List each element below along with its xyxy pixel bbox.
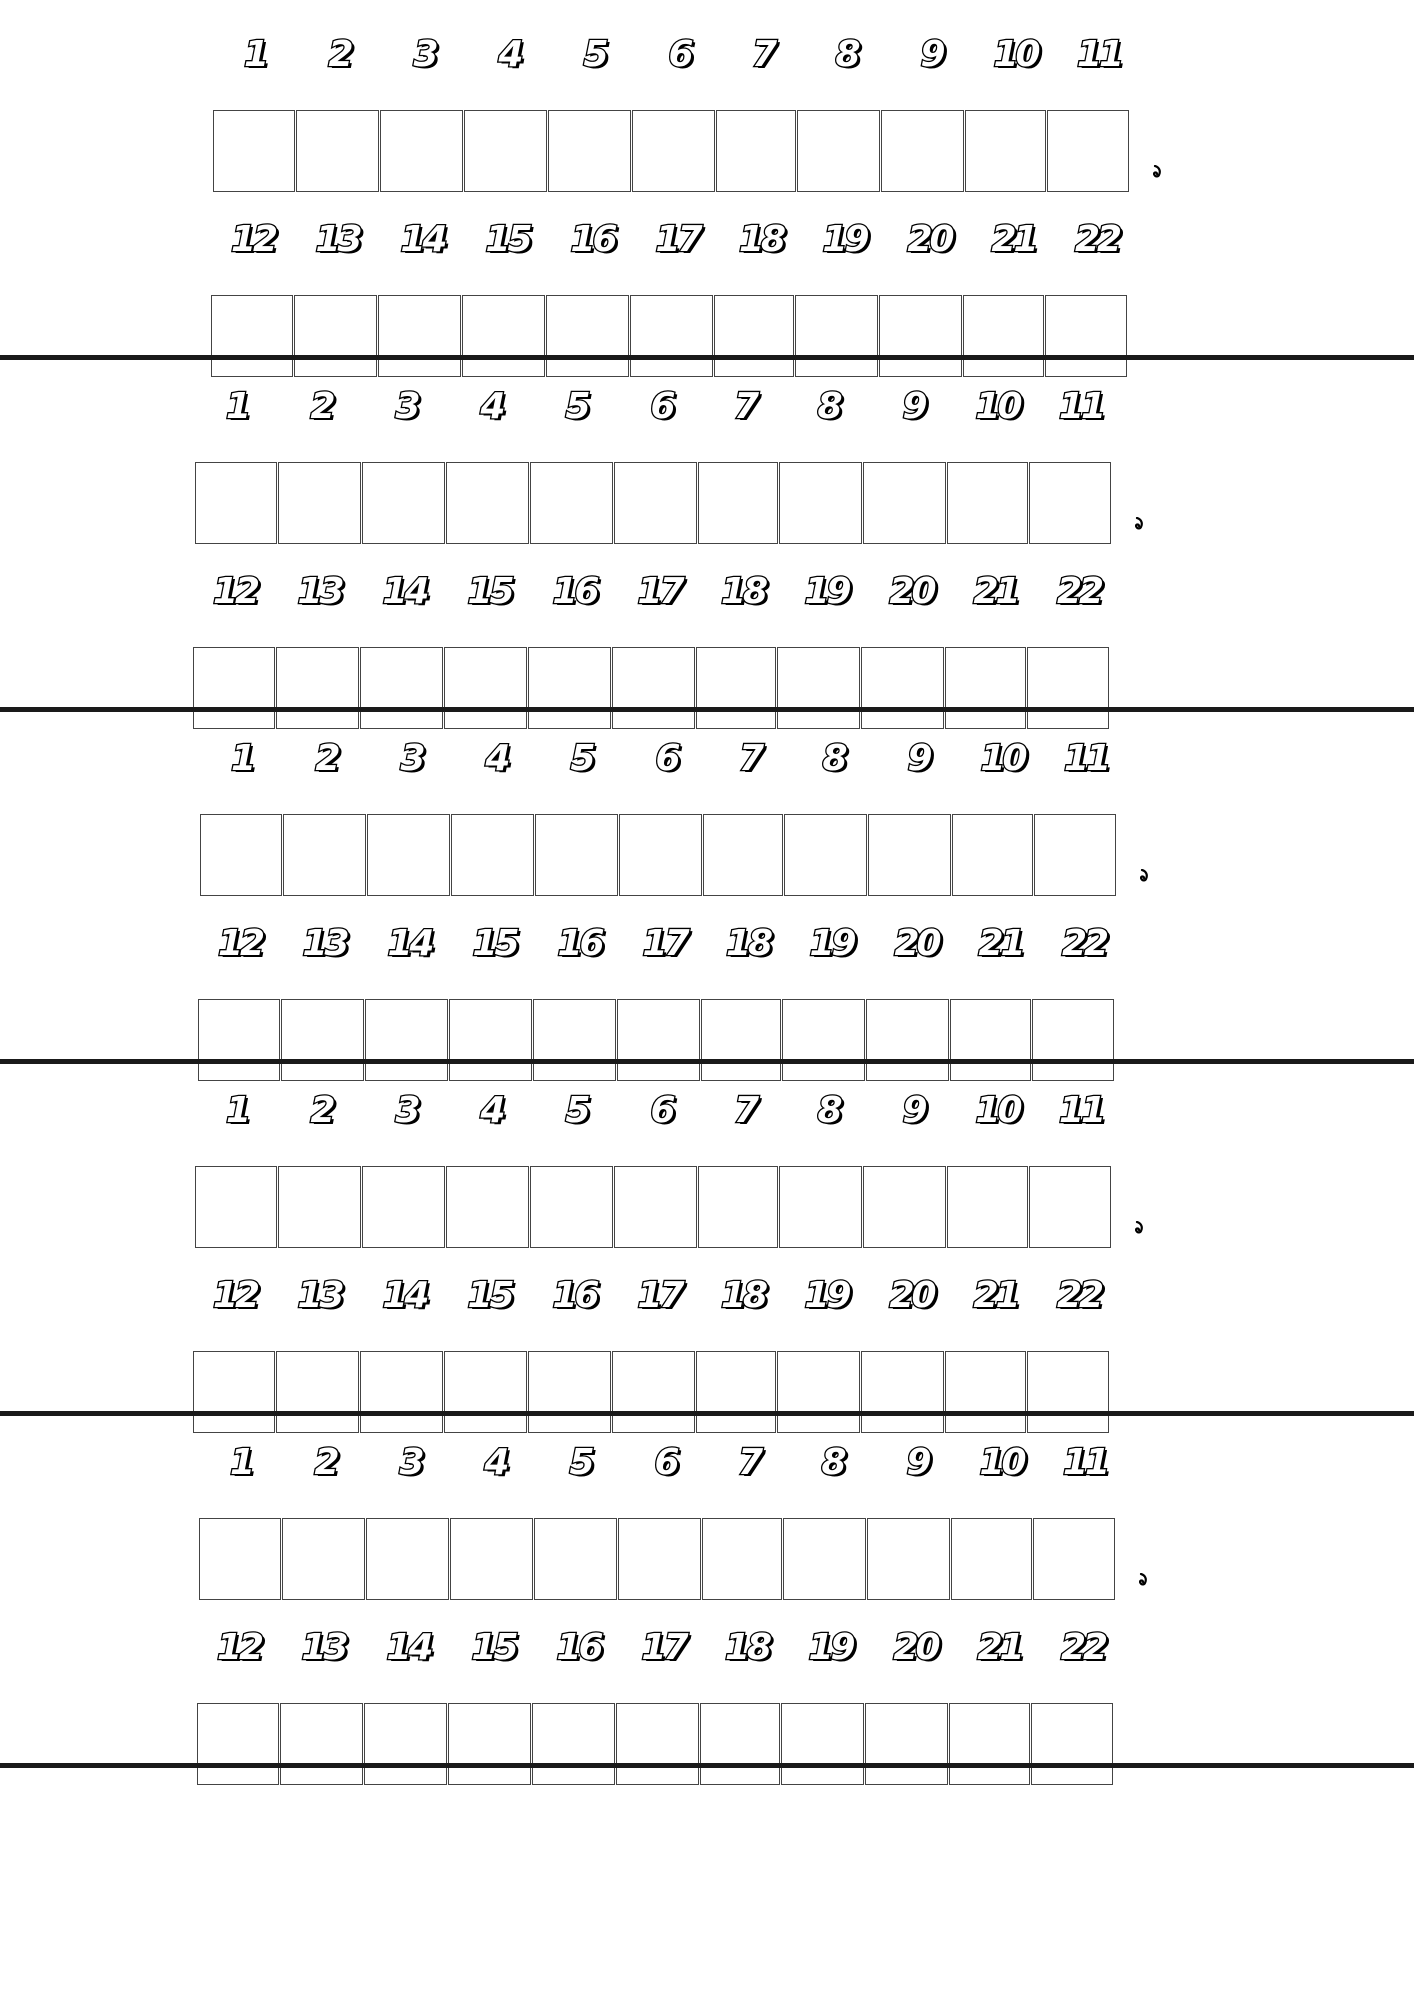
section-divider — [0, 1059, 1414, 1064]
question-number: 22 — [1060, 1627, 1106, 1668]
question-number: 15 — [471, 1627, 516, 1668]
question-number: 8 — [822, 738, 845, 779]
ink-mark — [1135, 1221, 1144, 1234]
answer-box[interactable] — [632, 110, 715, 192]
answer-box[interactable] — [195, 1166, 277, 1248]
answer-box[interactable] — [696, 647, 776, 729]
answer-box[interactable] — [783, 1518, 866, 1600]
question-number: 15 — [472, 923, 517, 964]
answer-box[interactable] — [294, 295, 377, 377]
answer-box[interactable] — [548, 110, 631, 192]
question-number: 18 — [720, 571, 766, 612]
answer-box[interactable] — [280, 1703, 363, 1785]
question-number: 5 — [583, 34, 606, 75]
question-number-labels — [195, 1086, 1125, 1136]
answer-box[interactable] — [450, 1518, 533, 1600]
answer-box[interactable] — [546, 295, 629, 377]
answer-box[interactable] — [617, 999, 700, 1081]
answer-box[interactable] — [283, 814, 366, 896]
section-divider — [0, 1411, 1414, 1416]
question-number: 16 — [556, 1627, 601, 1668]
answer-box[interactable] — [716, 110, 796, 192]
question-number: 14 — [387, 923, 432, 964]
question-number-labels — [193, 1271, 1123, 1321]
question-number: 7 — [733, 1090, 757, 1131]
question-number: 20 — [889, 1275, 934, 1316]
answer-box[interactable] — [949, 1703, 1030, 1785]
answer-box[interactable] — [777, 1351, 860, 1433]
question-number: 1 — [225, 386, 249, 427]
answer-box[interactable] — [703, 814, 783, 896]
question-number: 21 — [978, 923, 1023, 964]
answer-box[interactable] — [861, 647, 944, 729]
question-number: 10 — [975, 386, 1020, 427]
answer-box-group — [198, 999, 1115, 1083]
answer-box[interactable] — [278, 462, 361, 544]
answer-box[interactable] — [779, 1166, 862, 1248]
question-number: 11 — [1076, 34, 1122, 75]
answer-box[interactable] — [533, 999, 616, 1081]
question-number: 11 — [1058, 386, 1104, 427]
section-divider — [0, 707, 1414, 712]
question-number: 18 — [724, 1627, 770, 1668]
answer-box[interactable] — [701, 999, 781, 1081]
question-number: 2 — [315, 738, 338, 779]
question-number: 5 — [570, 738, 593, 779]
question-number: 16 — [557, 923, 602, 964]
question-number: 1 — [229, 1442, 253, 1483]
answer-box-group — [213, 110, 1130, 194]
answer-box[interactable] — [532, 1703, 615, 1785]
answer-box[interactable] — [530, 462, 613, 544]
question-number: 12 — [212, 1275, 258, 1316]
answer-box[interactable] — [462, 295, 545, 377]
answer-box[interactable] — [950, 999, 1031, 1081]
question-number: 20 — [893, 1627, 938, 1668]
answer-box[interactable] — [193, 1351, 275, 1433]
answer-box-group — [197, 1703, 1114, 1787]
question-number: 19 — [804, 1275, 849, 1316]
ink-mark — [1135, 517, 1144, 530]
question-number: 13 — [297, 571, 342, 612]
question-number: 15 — [467, 571, 512, 612]
answer-box[interactable] — [195, 462, 277, 544]
answer-box[interactable] — [365, 999, 448, 1081]
answer-box[interactable] — [863, 462, 946, 544]
question-number: 12 — [212, 571, 258, 612]
answer-box[interactable] — [449, 999, 532, 1081]
answer-box[interactable] — [881, 110, 964, 192]
ink-mark — [1153, 165, 1162, 178]
question-number: 1 — [230, 738, 254, 779]
question-number: 3 — [399, 1442, 422, 1483]
question-number: 14 — [382, 1275, 427, 1316]
answer-box[interactable] — [528, 1351, 611, 1433]
answer-box[interactable] — [200, 814, 282, 896]
answer-box[interactable] — [380, 110, 463, 192]
answer-box[interactable] — [199, 1518, 281, 1600]
question-number: 19 — [808, 1627, 853, 1668]
answer-box[interactable] — [965, 110, 1046, 192]
question-number: 6 — [650, 1090, 673, 1131]
question-number: 6 — [654, 1442, 677, 1483]
answer-box[interactable] — [451, 814, 534, 896]
question-row-1-11 — [195, 382, 1125, 552]
answer-box[interactable] — [1031, 1703, 1113, 1785]
answer-box[interactable] — [945, 647, 1026, 729]
question-number: 10 — [980, 738, 1025, 779]
question-number: 13 — [302, 923, 347, 964]
question-number: 16 — [552, 571, 597, 612]
answer-box[interactable] — [698, 462, 778, 544]
question-number: 20 — [894, 923, 939, 964]
answer-box[interactable] — [952, 814, 1033, 896]
question-number: 8 — [817, 386, 840, 427]
question-number: 18 — [738, 219, 784, 260]
answer-box[interactable] — [784, 814, 867, 896]
answer-box[interactable] — [444, 647, 527, 729]
question-number: 22 — [1056, 1275, 1102, 1316]
question-number: 12 — [230, 219, 276, 260]
question-number: 19 — [822, 219, 867, 260]
question-number: 17 — [642, 923, 687, 964]
answer-box[interactable] — [1029, 1166, 1111, 1248]
answer-box[interactable] — [1034, 814, 1116, 896]
question-number: 5 — [569, 1442, 592, 1483]
answer-box[interactable] — [861, 1351, 944, 1433]
question-number: 20 — [907, 219, 952, 260]
answer-box[interactable] — [951, 1518, 1032, 1600]
question-number: 7 — [738, 738, 762, 779]
question-row-1-11 — [199, 1438, 1129, 1608]
question-number-labels — [213, 30, 1143, 80]
answer-box[interactable] — [616, 1703, 699, 1785]
answer-box[interactable] — [535, 814, 618, 896]
answer-box[interactable] — [198, 999, 280, 1081]
question-number: 12 — [216, 1627, 262, 1668]
question-number: 14 — [400, 219, 445, 260]
answer-box[interactable] — [360, 1351, 443, 1433]
question-number: 11 — [1058, 1090, 1104, 1131]
question-number: 18 — [725, 923, 771, 964]
answer-box[interactable] — [378, 295, 461, 377]
question-number: 18 — [720, 1275, 766, 1316]
question-number: 3 — [395, 386, 418, 427]
answer-box[interactable] — [276, 1351, 359, 1433]
answer-box[interactable] — [197, 1703, 279, 1785]
answer-box[interactable] — [963, 295, 1044, 377]
question-number: 2 — [310, 1090, 333, 1131]
answer-box[interactable] — [612, 647, 695, 729]
ink-mark — [1140, 869, 1149, 882]
question-number: 2 — [310, 386, 333, 427]
question-number: 6 — [650, 386, 673, 427]
answer-box-group — [195, 462, 1112, 546]
question-number: 7 — [733, 386, 757, 427]
question-number: 22 — [1061, 923, 1107, 964]
answer-box[interactable] — [296, 110, 379, 192]
question-number: 4 — [480, 386, 503, 427]
answer-box[interactable] — [782, 999, 865, 1081]
answer-box[interactable] — [464, 110, 547, 192]
question-number-labels — [200, 734, 1130, 784]
question-number: 21 — [973, 571, 1018, 612]
answer-box[interactable] — [714, 295, 794, 377]
answer-box[interactable] — [863, 1166, 946, 1248]
answer-box[interactable] — [278, 1166, 361, 1248]
answer-box[interactable] — [282, 1518, 365, 1600]
question-number: 13 — [315, 219, 360, 260]
answer-box[interactable] — [702, 1518, 782, 1600]
answer-box[interactable] — [1027, 647, 1109, 729]
answer-box[interactable] — [530, 1166, 613, 1248]
answer-box[interactable] — [446, 462, 529, 544]
question-number: 7 — [751, 34, 775, 75]
question-number: 4 — [485, 738, 508, 779]
answer-box[interactable] — [945, 1351, 1026, 1433]
question-number: 15 — [485, 219, 530, 260]
answer-box[interactable] — [618, 1518, 701, 1600]
question-number: 9 — [902, 386, 925, 427]
answer-box[interactable] — [281, 999, 364, 1081]
question-number-labels — [195, 382, 1125, 432]
question-number: 14 — [386, 1627, 431, 1668]
question-number: 5 — [565, 1090, 588, 1131]
question-number-labels — [197, 1623, 1127, 1673]
answer-box[interactable] — [193, 647, 275, 729]
question-row-1-11 — [195, 1086, 1125, 1256]
answer-box[interactable] — [362, 1166, 445, 1248]
question-number: 15 — [467, 1275, 512, 1316]
answer-box-group — [200, 814, 1117, 898]
answer-box[interactable] — [1027, 1351, 1109, 1433]
answer-box[interactable] — [879, 295, 962, 377]
question-number: 16 — [552, 1275, 597, 1316]
answer-box[interactable] — [534, 1518, 617, 1600]
answer-box[interactable] — [1032, 999, 1114, 1081]
question-number: 9 — [920, 34, 943, 75]
question-number: 22 — [1056, 571, 1102, 612]
question-number: 8 — [817, 1090, 840, 1131]
question-number: 22 — [1074, 219, 1120, 260]
question-number: 1 — [225, 1090, 249, 1131]
answer-box[interactable] — [779, 462, 862, 544]
question-number-labels — [211, 215, 1141, 265]
answer-box[interactable] — [211, 295, 293, 377]
question-number: 6 — [655, 738, 678, 779]
answer-box-group — [193, 1351, 1110, 1435]
question-number: 3 — [395, 1090, 418, 1131]
answer-box[interactable] — [367, 814, 450, 896]
answer-box[interactable] — [614, 1166, 697, 1248]
question-number: 10 — [993, 34, 1038, 75]
answer-box[interactable] — [213, 110, 295, 192]
question-number: 17 — [641, 1627, 686, 1668]
question-number: 20 — [889, 571, 934, 612]
answer-box[interactable] — [947, 462, 1028, 544]
question-number: 4 — [480, 1090, 503, 1131]
question-number: 19 — [809, 923, 854, 964]
question-number: 17 — [637, 1275, 682, 1316]
question-number: 17 — [637, 571, 682, 612]
answer-box-group — [193, 647, 1110, 731]
question-number-labels — [198, 919, 1128, 969]
answer-box[interactable] — [1033, 1518, 1115, 1600]
question-number: 11 — [1062, 1442, 1108, 1483]
question-number: 9 — [906, 1442, 929, 1483]
question-row-1-11 — [213, 30, 1143, 200]
answer-box[interactable] — [865, 1703, 948, 1785]
answer-box[interactable] — [1047, 110, 1129, 192]
answer-box-group — [199, 1518, 1116, 1602]
answer-box-group — [211, 295, 1128, 379]
section-divider — [0, 1763, 1414, 1768]
question-number: 10 — [979, 1442, 1024, 1483]
question-number: 21 — [977, 1627, 1022, 1668]
question-number: 13 — [301, 1627, 346, 1668]
question-number: 9 — [907, 738, 930, 779]
question-number: 4 — [498, 34, 521, 75]
answer-box[interactable] — [362, 462, 445, 544]
question-number-labels — [193, 567, 1123, 617]
question-number: 11 — [1063, 738, 1109, 779]
answer-box[interactable] — [528, 647, 611, 729]
answer-box[interactable] — [630, 295, 713, 377]
section-divider — [0, 355, 1414, 360]
answer-box[interactable] — [366, 1518, 449, 1600]
answer-box-group — [195, 1166, 1112, 1250]
question-number-labels — [199, 1438, 1129, 1488]
answer-box[interactable] — [612, 1351, 695, 1433]
answer-box[interactable] — [867, 1518, 950, 1600]
answer-box[interactable] — [619, 814, 702, 896]
question-number: 19 — [804, 571, 849, 612]
answer-box[interactable] — [614, 462, 697, 544]
question-number: 13 — [297, 1275, 342, 1316]
question-number: 12 — [217, 923, 263, 964]
question-number: 8 — [835, 34, 858, 75]
answer-box[interactable] — [947, 1166, 1028, 1248]
question-number: 10 — [975, 1090, 1020, 1131]
answer-box[interactable] — [448, 1703, 531, 1785]
answer-box[interactable] — [1029, 462, 1111, 544]
answer-box[interactable] — [696, 1351, 776, 1433]
answer-box[interactable] — [1045, 295, 1127, 377]
question-number: 6 — [668, 34, 691, 75]
question-number: 8 — [821, 1442, 844, 1483]
question-number: 7 — [737, 1442, 761, 1483]
question-number: 1 — [243, 34, 267, 75]
answer-box[interactable] — [795, 295, 878, 377]
question-number: 2 — [328, 34, 351, 75]
question-number: 21 — [991, 219, 1036, 260]
answer-box[interactable] — [360, 647, 443, 729]
answer-box[interactable] — [781, 1703, 864, 1785]
answer-box[interactable] — [866, 999, 949, 1081]
answer-box[interactable] — [700, 1703, 780, 1785]
question-number: 17 — [655, 219, 700, 260]
question-number: 3 — [400, 738, 423, 779]
answer-box[interactable] — [364, 1703, 447, 1785]
question-number: 16 — [570, 219, 615, 260]
question-number: 9 — [902, 1090, 925, 1131]
answer-box[interactable] — [797, 110, 880, 192]
question-number: 3 — [413, 34, 436, 75]
question-number: 4 — [484, 1442, 507, 1483]
question-number: 14 — [382, 571, 427, 612]
ink-mark — [1139, 1573, 1148, 1586]
answer-box[interactable] — [777, 647, 860, 729]
answer-box[interactable] — [276, 647, 359, 729]
answer-box[interactable] — [698, 1166, 778, 1248]
question-row-1-11 — [200, 734, 1130, 904]
answer-box[interactable] — [868, 814, 951, 896]
question-number: 2 — [314, 1442, 337, 1483]
question-number: 5 — [565, 386, 588, 427]
answer-box[interactable] — [446, 1166, 529, 1248]
answer-box[interactable] — [444, 1351, 527, 1433]
question-number: 21 — [973, 1275, 1018, 1316]
